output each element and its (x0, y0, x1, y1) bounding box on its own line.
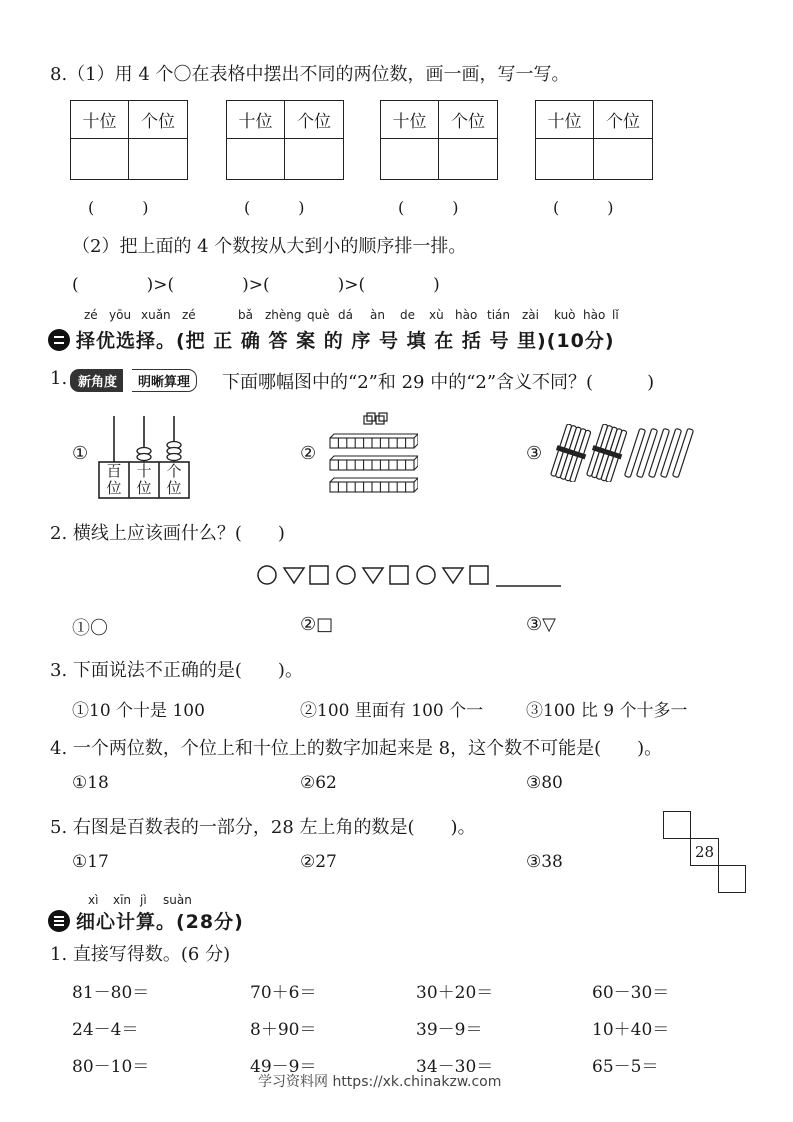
calc-item[interactable]: 80－10＝ (72, 1057, 150, 1077)
tens-cell[interactable] (381, 139, 439, 179)
abacus-diagram (94, 414, 194, 500)
base-ten-blocks-icon (326, 412, 418, 494)
chart-cell-bottom-right (718, 865, 746, 893)
q1-option-1[interactable]: ① (72, 443, 89, 464)
pinyin: zhèng (265, 308, 302, 322)
q4-option-1[interactable]: ①18 (72, 773, 109, 793)
chart-cell-28: 28 (690, 838, 719, 866)
pinyin: yōu (109, 308, 132, 322)
q8-part2: （2）把上面的 4 个数按从大到小的顺序排一排。 (72, 236, 467, 257)
ones-header: 个位 (594, 101, 652, 139)
q2-text: 2. 横线上应该画什么？( ) (50, 523, 285, 544)
ones-label: 个位 (166, 462, 182, 497)
pinyin: zài (522, 308, 539, 322)
circle-icon (337, 566, 355, 584)
pinyin: xì (88, 893, 99, 907)
reasoning-tag: 明晰算理 (132, 369, 197, 392)
pinyin: tián (487, 308, 510, 322)
pinyin: de (400, 308, 415, 322)
footer-watermark: 学习资料网 https://xk.chinakzw.com (258, 1074, 502, 1090)
pinyin: dá (338, 308, 353, 322)
circle-icon (258, 566, 276, 584)
calc-item[interactable]: 24－4＝ (72, 1020, 139, 1040)
tens-header: 十位 (381, 101, 439, 139)
ones-header: 个位 (285, 101, 343, 139)
q3-option-3[interactable]: ③100 比 9 个十多一 (526, 701, 688, 721)
tens-label: 十位 (136, 462, 152, 497)
pinyin: xīn (113, 893, 132, 907)
calc-item[interactable]: 34－30＝ (416, 1057, 494, 1077)
q1-text: 下面哪幅图中的“2”和 29 中的“2”含义不同？( ) (222, 372, 655, 393)
calc-q1-text: 1. 直接写得数。(6 分) (50, 944, 231, 965)
calc-item[interactable]: 60－30＝ (592, 983, 670, 1003)
calc-item[interactable]: 70＋6＝ (250, 983, 317, 1003)
place-value-table-3[interactable] (380, 100, 498, 180)
ones-cell[interactable] (285, 139, 343, 179)
answer-blank-2[interactable]: ( ) (244, 198, 305, 217)
pinyin: xù (429, 308, 444, 322)
new-angle-tag: 新角度 (70, 369, 123, 392)
place-value-table-1[interactable] (70, 100, 188, 180)
pinyin: suàn (163, 893, 192, 907)
section2-title: 择优选择。(把 正 确 答 案 的 序 号 填 在 括 号 里)(10分) (76, 330, 615, 352)
q4-text: 4. 一个两位数，个位上和十位上的数字加起来是 8，这个数不可能是( )。 (50, 738, 663, 759)
tens-cell[interactable] (227, 139, 285, 179)
circle-icon (417, 566, 435, 584)
q5-option-1[interactable]: ①17 (72, 852, 109, 872)
q1-option-3[interactable]: ③ (526, 443, 543, 464)
pinyin: xuǎn (141, 308, 171, 322)
pinyin: kuò (554, 308, 576, 322)
q5-option-2[interactable]: ②27 (300, 852, 337, 872)
q3-option-1[interactable]: ①10 个十是 100 (72, 701, 205, 721)
ones-header: 个位 (129, 101, 187, 139)
ones-cell[interactable] (129, 139, 187, 179)
pinyin: què (307, 308, 330, 322)
pinyin: lǐ (612, 308, 619, 322)
pinyin: zé (182, 308, 196, 322)
q4-option-2[interactable]: ②62 (300, 773, 337, 793)
q1-option-2[interactable]: ② (300, 443, 317, 464)
q8-part1: 8.（1）用 4 个〇在表格中摆出不同的两位数，画一画，写一写。 (50, 64, 570, 85)
ones-header: 个位 (439, 101, 497, 139)
triangle-icon (363, 568, 383, 583)
calc-item[interactable]: 39－9＝ (416, 1020, 483, 1040)
pinyin: àn (370, 308, 385, 322)
pinyin: bǎ (238, 308, 253, 322)
calc-item[interactable]: 8＋90＝ (250, 1020, 317, 1040)
pinyin: hào (455, 308, 478, 322)
calc-item[interactable]: 65－5＝ (592, 1057, 659, 1077)
hundreds-label: 百位 (106, 462, 122, 497)
ones-cell[interactable] (439, 139, 497, 179)
q3-text: 3. 下面说法不正确的是( )。 (50, 660, 303, 681)
q5-text: 5. 右图是百数表的一部分，28 左上角的数是( )。 (50, 817, 476, 838)
q5-option-3[interactable]: ③38 (526, 852, 563, 872)
q1-number: 1. (50, 368, 68, 389)
q3-option-2[interactable]: ②100 里面有 100 个一 (300, 701, 484, 721)
answer-blank-4[interactable]: ( ) (553, 198, 614, 217)
q4-option-3[interactable]: ③80 (526, 773, 563, 793)
square-icon (390, 566, 408, 584)
triangle-icon (284, 568, 304, 583)
place-value-table-2[interactable] (226, 100, 344, 180)
square-icon (470, 566, 488, 584)
pinyin: hào (583, 308, 606, 322)
triangle-icon (443, 568, 463, 583)
section-three-icon (48, 910, 70, 932)
answer-blank-3[interactable]: ( ) (398, 198, 459, 217)
answer-blank-1[interactable]: ( ) (88, 198, 149, 217)
calc-item[interactable]: 49－9＝ (250, 1057, 317, 1077)
order-line[interactable]: ( )>( )>( )>( ) (72, 275, 440, 295)
calc-item[interactable]: 30＋20＝ (416, 983, 494, 1003)
section3-title: 细心计算。(28分) (76, 911, 244, 933)
tens-cell[interactable] (71, 139, 129, 179)
tens-cell[interactable] (536, 139, 594, 179)
tens-header: 十位 (71, 101, 129, 139)
calc-item[interactable]: 10＋40＝ (592, 1020, 670, 1040)
q2-option-2[interactable]: ②□ (300, 614, 334, 635)
pinyin: jì (140, 893, 147, 907)
pinyin: zé (84, 308, 98, 322)
stick-bundles-icon (546, 424, 696, 482)
shape-pattern (256, 562, 566, 590)
tens-header: 十位 (536, 101, 594, 139)
tens-header: 十位 (227, 101, 285, 139)
square-icon (310, 566, 328, 584)
q2-option-3[interactable]: ③▽ (526, 614, 556, 635)
ones-cell[interactable] (594, 139, 652, 179)
calc-item[interactable]: 81－80＝ (72, 983, 150, 1003)
section-two-icon (48, 329, 70, 351)
place-value-table-4[interactable] (535, 100, 653, 180)
q2-option-1[interactable]: ①〇 (72, 618, 108, 639)
chart-cell-top-left[interactable] (663, 811, 691, 839)
